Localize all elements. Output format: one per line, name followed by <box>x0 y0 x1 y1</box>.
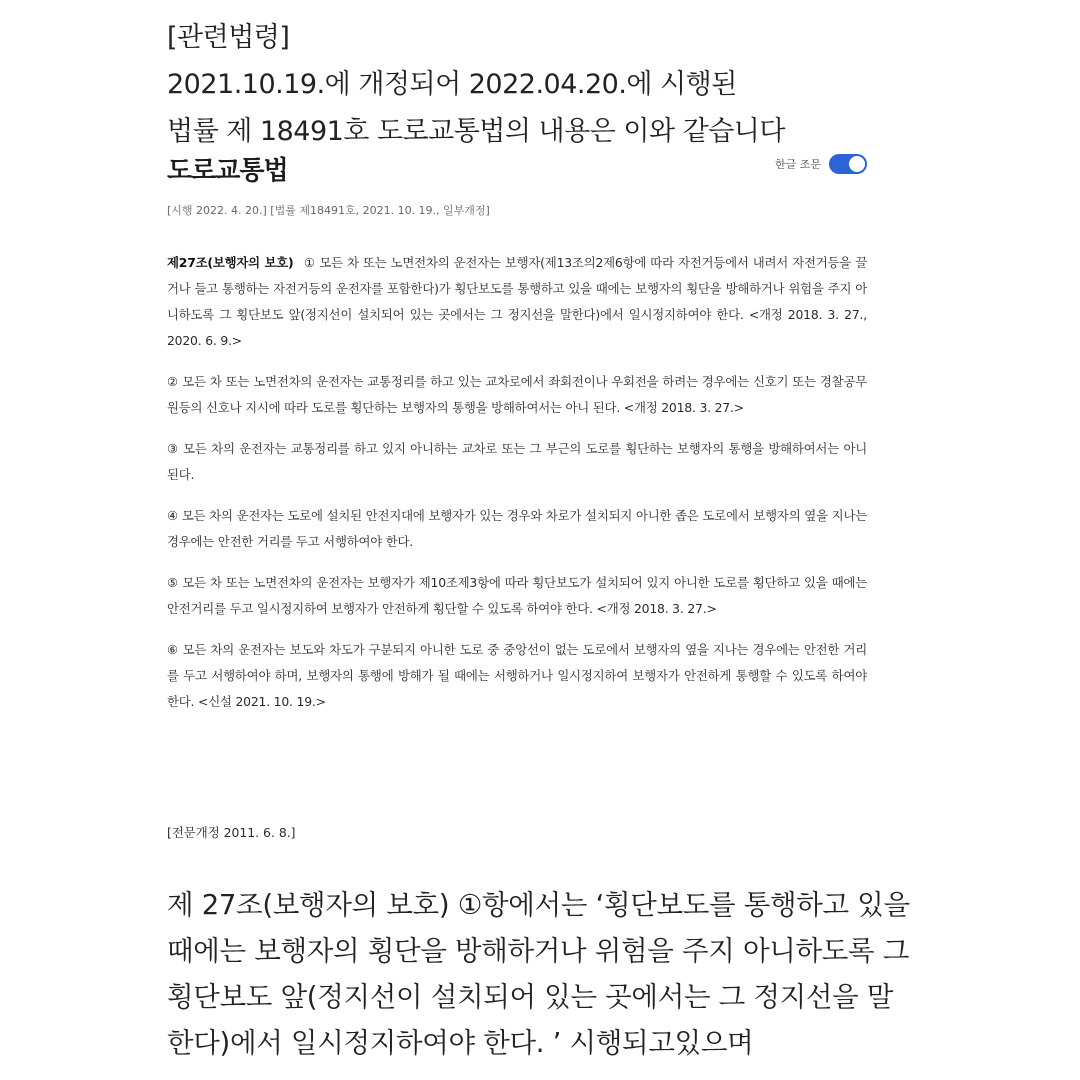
paragraph-5: ⑤ 모든 차 또는 노면전차의 운전자는 보행자가 제10조제3항에 따라 횡단보도가 설치되어 있지 아니한 도로를 횡단하고 있을 때에는 안전거리를 두고 일시정지하여 보행자가 안전하게 횡단할 수 있도록 하여야 한다. <개정 2018. 3. 27.> <box>167 575 867 616</box>
summary-text <box>167 882 912 1066</box>
paragraph-1-text: ① 모든 차 또는 노면전차의 운전자는 보행자(제13조의2제6항에 따라 자전거등에서 내려서 자전거등을 끌거나 들고 통행하는 자전거등의 운전자를 포함한다)가 횡단보도를 통행하고 있을 때에는 보행자의 횡단을 방해하거나 위험을 주지 아니하도록 그 횡단보도 앞(정지선이 설치되어 있는 곳에서는 그 정지선을 말한다)에서 일시정지하여야 한다. <개정 2018. 3. 27., 2020. 6. 9.> <box>167 255 867 348</box>
summary-line-3: 횡단보도 앞(정지선이 설치되어 있는 곳에서는 그 정지선을 말 <box>167 981 894 1013</box>
toggle-knob <box>849 156 865 172</box>
law-header <box>167 148 867 188</box>
intro-law-number: 법률 제 18491호 도로교통법의 내용은 이와 같습니다 <box>167 116 785 147</box>
intro-heading: [관련법령] <box>167 22 290 53</box>
summary-line-1: 제 27조(보행자의 보호) ①항에서는 ‘횡단보도를 통행하고 있을 <box>167 889 910 921</box>
toggle-switch[interactable] <box>829 154 867 174</box>
article-title: 제27조(보행자의 보호) <box>167 255 294 270</box>
paragraph-4: ④ 모든 차의 운전자는 도로에 설치된 안전지대에 보행자가 있는 경우와 차로가 설치되지 아니한 좁은 도로에서 보행자의 옆을 지나는 경우에는 안전한 거리를 두고 서행하여야 한다. <box>167 508 867 549</box>
paragraph-3: ③ 모든 차의 운전자는 교통정리를 하고 있지 아니하는 교차로 또는 그 부근의 도로를 횡단하는 보행자의 통행을 방해하여서는 아니 된다. <box>167 441 867 482</box>
paragraph-6: ⑥ 모든 차의 운전자는 보도와 차도가 구분되지 아니한 도로 중 중앙선이 없는 도로에서 보행자의 옆을 지나는 경우에는 안전한 거리를 두고 서행하여야 하며, 보행자의 통행에 방해가 될 때에는 서행하거나 일시정지하여 보행자가 안전하게 통행할 수 있도록 하여야 한다. <신설 2021. 10. 19.> <box>167 642 867 709</box>
summary-line-2: 때에는 보행자의 횡단을 방해하거나 위험을 주지 아니하도록 그 <box>167 935 909 967</box>
intro-dates: 2021.10.19.에 개정되어 2022.04.20.에 시행된 <box>167 69 737 100</box>
paragraph-1 <box>167 250 867 354</box>
intro-text <box>167 14 1047 155</box>
summary-line-4: 한다)에서 일시정지하여야 한다. ’ 시행되고있으며 <box>167 1027 754 1059</box>
law-title: 도로교통법 <box>167 156 288 186</box>
law-meta: [시행 2022. 4. 20.] [법률 제18491호, 2021. 10. 19., 일부개정] <box>167 204 490 217</box>
full-revision-note: [전문개정 2011. 6. 8.] <box>167 825 296 840</box>
korean-article-toggle[interactable] <box>775 154 867 174</box>
law-body <box>167 250 867 730</box>
paragraph-2: ② 모든 차 또는 노면전차의 운전자는 교통정리를 하고 있는 교차로에서 좌회전이나 우회전을 하려는 경우에는 신호기 또는 경찰공무원등의 신호나 지시에 따라 도로를 횡단하는 보행자의 통행을 방해하여서는 아니 된다. <개정 2018. 3. 27.> <box>167 374 867 415</box>
toggle-label: 한글 조문 <box>774 158 821 171</box>
